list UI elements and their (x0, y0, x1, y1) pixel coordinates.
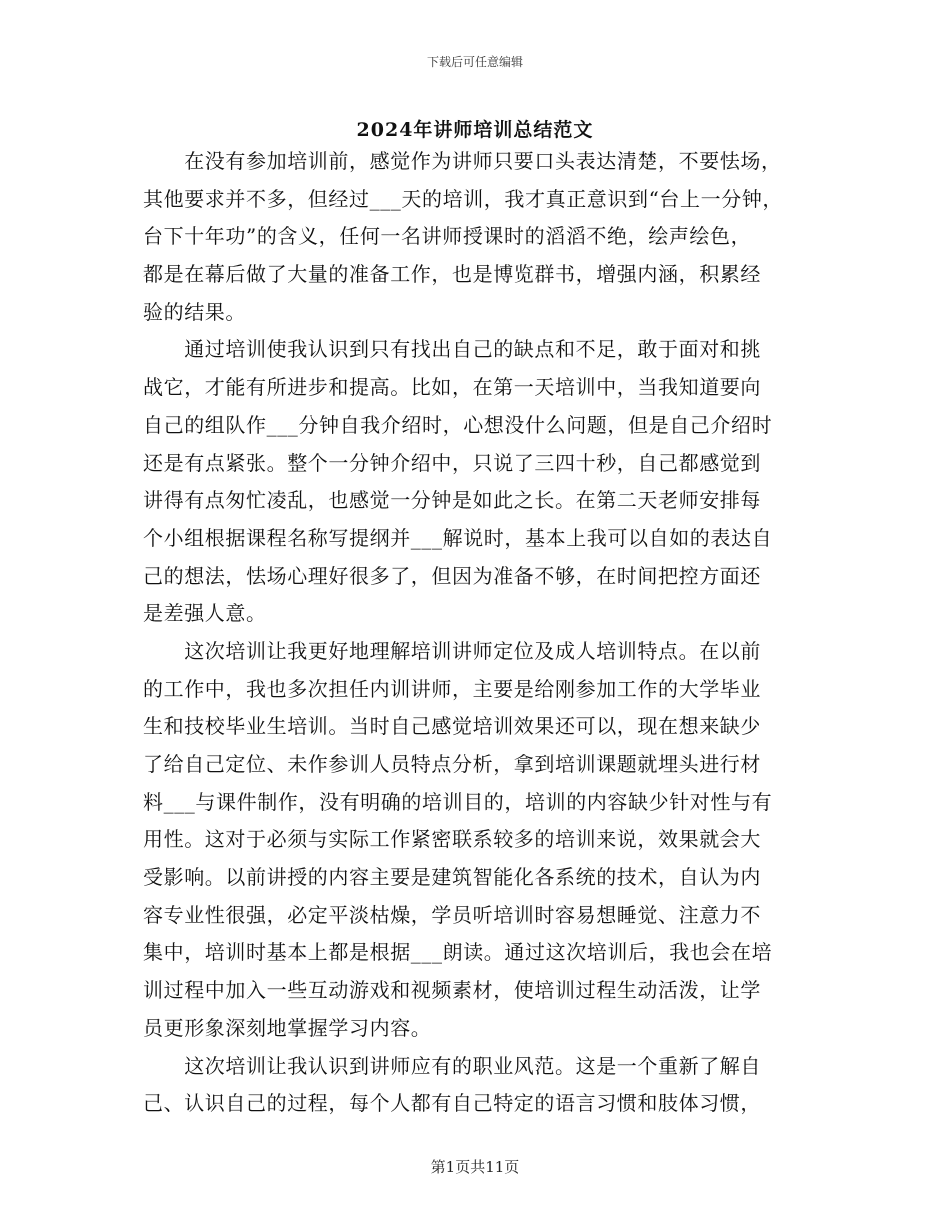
text-line: 通过培训使我认识到只有找出自己的缺点和不足，敢于面对和挑 (143, 337, 761, 362)
text-line: 受影响。以前讲授的内容主要是建筑智能化各系统的技术，自认为内 (143, 865, 761, 890)
text-line: 战它，才能有所进步和提高。比如，在第一天培训中，当我知道要向 (143, 375, 761, 400)
text-line: 自己的组队作___分钟自我介绍时，心想没什么问题，但是自己介绍时 (143, 412, 773, 437)
text-line: 这次培训让我更好地理解培训讲师定位及成人培训特点。在以前 (143, 638, 761, 663)
text-line: 集中，培训时基本上都是根据___朗读。通过这次培训后，我也会在培 (143, 940, 773, 965)
text-line: 员更形象深刻地掌握学习内容。 (143, 1015, 432, 1040)
text-line: 容专业性很强，必定平淡枯燥，学员听培训时容易想睡觉、注意力不 (143, 902, 761, 927)
text-line: 生和技校毕业生培训。当时自己感觉培训效果还可以，现在想来缺少 (143, 714, 761, 739)
text-line: 的工作中，我也多次担任内训讲师，主要是给刚参加工作的大学毕业 (143, 676, 761, 701)
text-line: 己、认识自己的过程，每个人都有自己特定的语言习惯和肢体习惯， (143, 1091, 761, 1116)
text-line: 个小组根据课程名称写提纲并___解说时，基本上我可以自如的表达自 (143, 525, 773, 550)
document-body (143, 143, 813, 1123)
text-line: 料___与课件制作，没有明确的培训目的，培训的内容缺少针对性与有 (143, 789, 773, 814)
page-header-note: 下载后可任意编辑 (426, 55, 523, 69)
text-line: 都是在幕后做了大量的准备工作，也是博览群书，增强内涵，积累经 (143, 262, 761, 287)
text-line: 己的想法，怯场心理好很多了，但因为准备不够，在时间把控方面还 (143, 563, 761, 588)
text-line: 讲得有点匆忙凌乱，也感觉一分钟是如此之长。在第二天老师安排每 (143, 488, 761, 513)
text-line: 了给自己定位、未作参训人员特点分析，拿到培训课题就埋头进行材 (143, 752, 761, 776)
text-line: 这次培训让我认识到讲师应有的职业风范。这是一个重新了解自 (143, 1053, 761, 1078)
text-line: 台下十年功”的含义，任何一名讲师授课时的滔滔不绝，绘声绘色， (143, 224, 752, 249)
text-line: 在没有参加培训前，感觉作为讲师只要口头表达清楚，不要怯场， (143, 149, 782, 173)
page-number: 第1页共11页 (430, 1158, 520, 1176)
document-title: 2024年讲师培训总结范文 (356, 119, 594, 141)
text-line: 验的结果。 (143, 299, 246, 324)
text-line: 还是有点紧张。整个一分钟介绍中，只说了三四十秒，自己都感觉到 (143, 450, 761, 475)
text-line: 其他要求并不多，但经过___天的培训，我才真正意识到“台上一分钟， (143, 186, 784, 211)
text-line: 训过程中加入一些互动游戏和视频素材，使培训过程生动活泼，让学 (143, 978, 761, 1003)
text-line: 是差强人意。 (143, 601, 267, 626)
text-line: 用性。这对于必须与实际工作紧密联系较多的培训来说，效果就会大 (143, 827, 761, 852)
